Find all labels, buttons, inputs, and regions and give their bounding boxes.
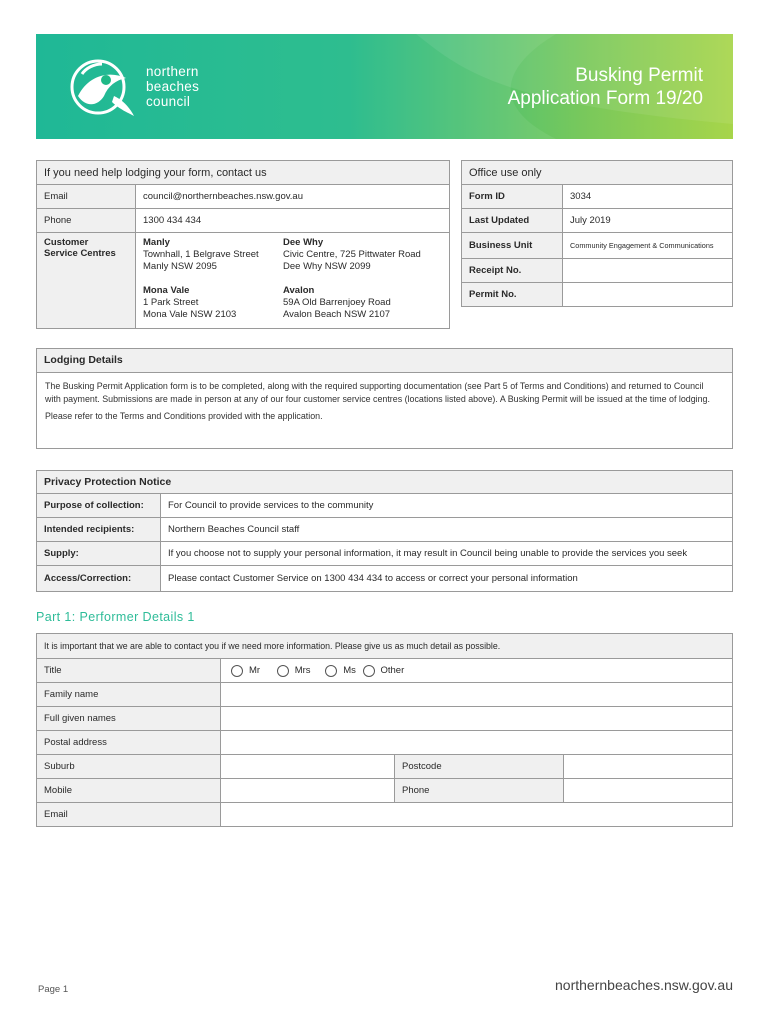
postcode-field[interactable] bbox=[564, 755, 733, 779]
title-option-other[interactable] bbox=[363, 665, 405, 676]
email-label: Email bbox=[37, 185, 136, 209]
centre-dee-why bbox=[283, 237, 421, 273]
family-name-label: Family name bbox=[37, 683, 221, 707]
logo-line-3: council bbox=[146, 94, 191, 109]
postal-address-field[interactable] bbox=[221, 731, 733, 755]
radio-icon[interactable] bbox=[277, 665, 289, 677]
logo-line-2: beaches bbox=[146, 79, 200, 94]
performer-table bbox=[36, 658, 733, 827]
lodging-note: Please refer to the Terms and Conditions provided with the application. bbox=[45, 411, 323, 421]
given-names-label: Full given names bbox=[37, 707, 221, 731]
given-names-field[interactable] bbox=[221, 707, 733, 731]
council-wordmark bbox=[146, 64, 199, 109]
option-label: Other bbox=[380, 665, 405, 677]
contact-table bbox=[36, 184, 450, 329]
council-logo-icon bbox=[68, 56, 138, 118]
mobile-field[interactable] bbox=[221, 779, 395, 803]
office-label: Receipt No. bbox=[462, 259, 563, 283]
option-label: Mrs bbox=[294, 665, 311, 677]
email-label-p1: Email bbox=[37, 803, 221, 827]
office-label: Business Unit bbox=[462, 233, 563, 259]
centres-row-2 bbox=[143, 285, 442, 321]
centre-address-line: Manly NSW 2095 bbox=[143, 261, 217, 272]
part1-intro: It is important that we are able to contact you if we need more information. Please give us as much detail as possible. bbox=[36, 633, 733, 659]
office-value: 3034 bbox=[563, 185, 733, 209]
part1-title: Part 1: Performer Details 1 bbox=[36, 610, 195, 624]
family-name-field[interactable] bbox=[221, 683, 733, 707]
office-value: July 2019 bbox=[563, 209, 733, 233]
page-number: Page 1 bbox=[38, 984, 69, 995]
centre-avalon bbox=[283, 285, 391, 321]
privacy-label: Access/Correction: bbox=[37, 566, 161, 592]
privacy-value: Northern Beaches Council staff bbox=[161, 518, 733, 542]
contact-panel bbox=[36, 160, 450, 329]
postcode-label: Postcode bbox=[395, 755, 564, 779]
form-title-line-2: Application Form 19/20 bbox=[507, 88, 703, 109]
centre-manly bbox=[143, 237, 283, 273]
permit-no-field[interactable] bbox=[563, 283, 733, 307]
privacy-label: Intended recipients: bbox=[37, 518, 161, 542]
office-table bbox=[461, 184, 733, 307]
email-value[interactable]: council@northernbeaches.nsw.gov.au bbox=[136, 185, 450, 209]
postal-address-label: Postal address bbox=[37, 731, 221, 755]
title-label: Title bbox=[37, 659, 221, 683]
contact-heading: If you need help lodging your form, contact us bbox=[36, 160, 450, 185]
title-options bbox=[221, 659, 733, 683]
radio-icon[interactable] bbox=[325, 665, 337, 677]
centre-address-line: 59A Old Barrenjoey Road bbox=[283, 297, 391, 308]
privacy-label: Supply: bbox=[37, 542, 161, 566]
privacy-label: Purpose of collection: bbox=[37, 494, 161, 518]
phone-label-p1: Phone bbox=[395, 779, 564, 803]
privacy-value: If you choose not to supply your personal information, it may result in Council being unable to provide the services you seek bbox=[161, 542, 733, 566]
title-option-mrs[interactable] bbox=[277, 665, 311, 676]
office-label: Permit No. bbox=[462, 283, 563, 307]
form-title bbox=[508, 64, 703, 110]
option-label: Ms bbox=[343, 665, 356, 677]
centre-name: Manly bbox=[143, 237, 170, 248]
privacy-value: For Council to provide services to the community bbox=[161, 494, 733, 518]
option-label: Mr bbox=[249, 665, 261, 677]
centre-address-line: Avalon Beach NSW 2107 bbox=[283, 309, 391, 320]
centre-address-line: Civic Centre, 725 Pittwater Road bbox=[283, 249, 421, 260]
receipt-no-field[interactable] bbox=[563, 259, 733, 283]
centre-mona-vale bbox=[143, 285, 283, 321]
form-title-line-1: Busking Permit bbox=[575, 65, 703, 86]
phone-value: 1300 434 434 bbox=[136, 209, 450, 233]
privacy-heading: Privacy Protection Notice bbox=[36, 470, 733, 494]
lodging-heading: Lodging Details bbox=[37, 349, 732, 373]
mobile-label: Mobile bbox=[37, 779, 221, 803]
radio-icon[interactable] bbox=[363, 665, 375, 677]
centres-row-1 bbox=[143, 237, 442, 273]
office-use-panel bbox=[461, 160, 733, 307]
title-option-ms[interactable] bbox=[325, 665, 356, 676]
centres-label bbox=[37, 233, 136, 329]
privacy-notice bbox=[36, 470, 733, 592]
centre-address-line: 1 Park Street bbox=[143, 297, 199, 308]
office-value: Community Engagement & Communications bbox=[563, 233, 733, 259]
centre-address-line: Dee Why NSW 2099 bbox=[283, 261, 371, 272]
centre-address-line: Townhall, 1 Belgrave Street bbox=[143, 249, 259, 260]
office-heading: Office use only bbox=[461, 160, 733, 185]
centres-label-line-2: Service Centres bbox=[44, 248, 116, 259]
centre-name: Avalon bbox=[283, 285, 315, 296]
lodging-paragraph: The Busking Permit Application form is to be completed, along with the required supporting documentation (see Part 5 of Terms and Conditions) and returned to Council with payment. Submissions are made in person at any of our four customer service centres (locations listed above). A Busking Permit will be issued at the time of lodging. bbox=[45, 381, 710, 404]
phone-label: Phone bbox=[37, 209, 136, 233]
centre-name: Dee Why bbox=[283, 237, 324, 248]
privacy-table bbox=[36, 493, 733, 592]
suburb-label: Suburb bbox=[37, 755, 221, 779]
header-banner bbox=[36, 34, 733, 139]
office-label: Form ID bbox=[462, 185, 563, 209]
title-option-mr[interactable] bbox=[231, 665, 260, 676]
privacy-value: Please contact Customer Service on 1300 434 434 to access or correct your personal information bbox=[161, 566, 733, 592]
footer-website[interactable]: northernbeaches.nsw.gov.au bbox=[555, 977, 733, 993]
centre-name: Mona Vale bbox=[143, 285, 190, 296]
centres-label-line-1: Customer bbox=[44, 237, 89, 248]
logo-line-1: northern bbox=[146, 64, 199, 79]
centres-list bbox=[136, 233, 450, 329]
performer-details-form bbox=[36, 633, 733, 827]
centre-address-line: Mona Vale NSW 2103 bbox=[143, 309, 237, 320]
lodging-details-box bbox=[36, 348, 733, 449]
suburb-field[interactable] bbox=[221, 755, 395, 779]
office-label: Last Updated bbox=[462, 209, 563, 233]
email-field[interactable] bbox=[221, 803, 733, 827]
phone-field[interactable] bbox=[564, 779, 733, 803]
radio-icon[interactable] bbox=[231, 665, 243, 677]
